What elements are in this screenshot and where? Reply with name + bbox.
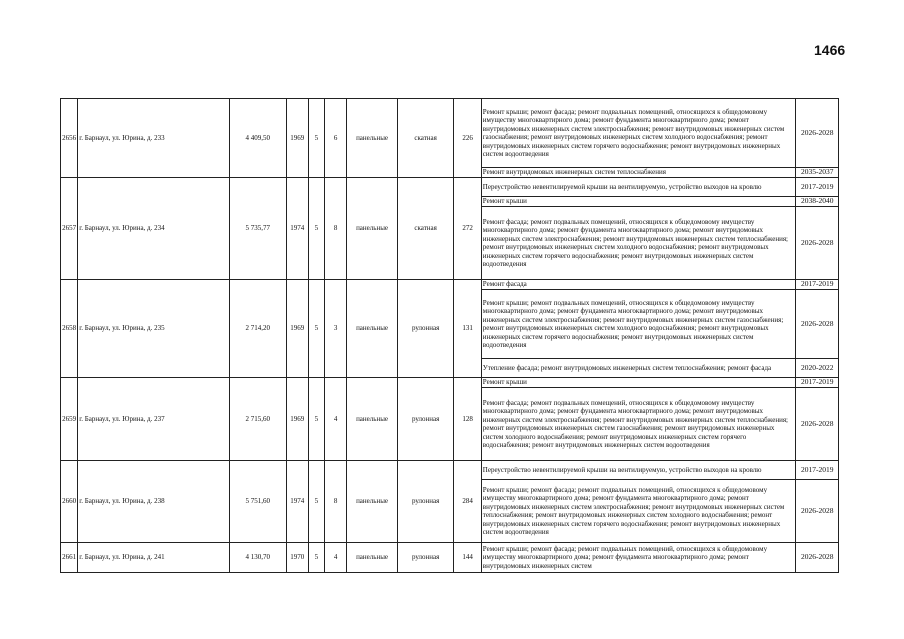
works-cell: Ремонт фасада — [481, 280, 796, 290]
year-cell: 1969 — [286, 378, 308, 461]
address-cell: г. Барнаул, ул. Юрина, д. 233 — [78, 99, 230, 178]
table-row — [61, 99, 839, 168]
year-cell: 1970 — [286, 543, 308, 573]
floors-cell: 5 — [308, 99, 324, 178]
house-number: 2660 — [61, 461, 78, 543]
page-number: 1466 — [814, 42, 846, 58]
area-cell: 5 735,77 — [229, 178, 286, 280]
entrances-cell: 4 — [325, 543, 347, 573]
housing-registry-table — [60, 98, 839, 573]
year-cell: 1969 — [286, 99, 308, 178]
works-cell: Ремонт крыши — [481, 378, 796, 388]
works-cell: Переустройство невентилируемой крыши на вентилируемую, устройство выходов на кровлю — [481, 178, 796, 197]
residents-cell: 128 — [454, 378, 481, 461]
roof-cell: рулонная — [397, 543, 454, 573]
area-cell: 5 751,60 — [229, 461, 286, 543]
works-cell: Ремонт фасада; ремонт подвальных помещений, относящихся к общедомовому имуществу многоквартирного дома; ремонт фундамента многоквартирного дома; ремонт внутридомовых инженерных систем электроснабжения; ремонт внутридомовых инженерных систем теплоснабжения; ремонт внутридомовых инженерных систем холодного водоснабжения; ремонт внутридомовых инженерных систем горячего водоснабжения; ремонт внутридомовых инженерных систем водоотведения — [481, 207, 796, 280]
area-cell: 2 715,60 — [229, 378, 286, 461]
address-cell: г. Барнаул, ул. Юрина, д. 238 — [78, 461, 230, 543]
works-cell: Ремонт внутридомовых инженерных систем теплоснабжения — [481, 168, 796, 178]
entrances-cell: 6 — [325, 99, 347, 178]
roof-cell: рулонная — [397, 378, 454, 461]
period-cell: 2035-2037 — [796, 168, 839, 178]
residents-cell: 131 — [454, 280, 481, 378]
works-cell: Ремонт фасада; ремонт подвальных помещений, относящихся к общедомовому имуществу многоквартирного дома; ремонт фундамента многоквартирного дома; ремонт внутридомовых инженерных систем электроснабжения; ремонт внутридомовых инженерных систем теплоснабжения; ремонт внутридомовых инженерных систем газоснабжения; ремонт внутридомовых инженерных систем холодного водоснабжения; ремонт внутридомовых инженерных систем горячего водоснабжения; ремонт внутридомовых инженерных систем водоотведения — [481, 388, 796, 461]
year-cell: 1974 — [286, 178, 308, 280]
roof-cell: рулонная — [397, 280, 454, 378]
walls-cell: панельные — [347, 543, 398, 573]
period-cell: 2017-2019 — [796, 178, 839, 197]
floors-cell: 5 — [308, 543, 324, 573]
entrances-cell: 8 — [325, 461, 347, 543]
period-cell: 2038-2040 — [796, 197, 839, 207]
entrances-cell: 4 — [325, 378, 347, 461]
house-number: 2657 — [61, 178, 78, 280]
walls-cell: панельные — [347, 378, 398, 461]
residents-cell: 272 — [454, 178, 481, 280]
residents-cell: 284 — [454, 461, 481, 543]
floors-cell: 5 — [308, 280, 324, 378]
walls-cell: панельные — [347, 280, 398, 378]
area-cell: 2 714,20 — [229, 280, 286, 378]
period-cell: 2026-2028 — [796, 207, 839, 280]
address-cell: г. Барнаул, ул. Юрина, д. 235 — [78, 280, 230, 378]
works-cell: Ремонт крыши; ремонт подвальных помещений, относящихся к общедомовому имуществу многоквартирного дома; ремонт фундамента многоквартирного дома; ремонт внутридомовых инженерных систем электроснабжения; ремонт внутридомовых инженерных систем газоснабжения; ремонт внутридомовых инженерных систем холодного водоснабжения; ремонт внутридомовых инженерных систем горячего водоснабжения; ремонт внутридомовых инженерных систем водоотведения — [481, 290, 796, 359]
period-cell: 2026-2028 — [796, 543, 839, 573]
works-cell: Переустройство невентилируемой крыши на вентилируемую, устройство выходов на кровлю — [481, 461, 796, 480]
period-cell: 2026-2028 — [796, 480, 839, 543]
period-cell: 2017-2019 — [796, 280, 839, 290]
roof-cell: скатная — [397, 178, 454, 280]
roof-cell: скатная — [397, 99, 454, 178]
house-number: 2656 — [61, 99, 78, 178]
floors-cell: 5 — [308, 378, 324, 461]
works-cell: Утепление фасада; ремонт внутридомовых инженерных систем теплоснабжения; ремонт фасада — [481, 359, 796, 378]
house-number: 2661 — [61, 543, 78, 573]
period-cell: 2026-2028 — [796, 290, 839, 359]
period-cell: 2020-2022 — [796, 359, 839, 378]
walls-cell: панельные — [347, 461, 398, 543]
walls-cell: панельные — [347, 178, 398, 280]
works-cell: Ремонт крыши; ремонт фасада; ремонт подвальных помещений, относящихся к общедомовому имуществу многоквартирного дома; ремонт фундамента многоквартирного дома; ремонт внутридомовых инженерных систем электроснабжения; ремонт внутридомовых инженерных систем теплоснабжения; ремонт внутридомовых инженерных систем холодного водоснабжения; ремонт внутридомовых инженерных систем горячего водоснабжения; ремонт внутридомовых инженерных систем водоотведения — [481, 480, 796, 543]
entrances-cell: 3 — [325, 280, 347, 378]
residents-cell: 226 — [454, 99, 481, 178]
works-cell: Ремонт крыши; ремонт фасада; ремонт подвальных помещений, относящихся к общедомовому имуществу многоквартирного дома; ремонт фундамента многоквартирного дома; ремонт внутридомовых инженерных систем электроснабжения; ремонт внутридомовых инженерных систем газоснабжения; ремонт внутридомовых инженерных систем холодного водоснабжения; ремонт внутридомовых инженерных систем горячего водоснабжения; ремонт внутридомовых инженерных систем водоотведения — [481, 99, 796, 168]
table-row — [61, 461, 839, 480]
floors-cell: 5 — [308, 461, 324, 543]
table-row — [61, 543, 839, 573]
floors-cell: 5 — [308, 178, 324, 280]
year-cell: 1969 — [286, 280, 308, 378]
period-cell: 2017-2019 — [796, 378, 839, 388]
address-cell: г. Барнаул, ул. Юрина, д. 234 — [78, 178, 230, 280]
table-row — [61, 280, 839, 290]
works-cell: Ремонт крыши; ремонт фасада; ремонт подвальных помещений, относящихся к общедомовому имуществу многоквартирного дома; ремонт фундамента многоквартирного дома; ремонт внутридомовых инженерных систем — [481, 543, 796, 573]
area-cell: 4 130,70 — [229, 543, 286, 573]
entrances-cell: 8 — [325, 178, 347, 280]
area-cell: 4 409,50 — [229, 99, 286, 178]
period-cell: 2026-2028 — [796, 99, 839, 168]
table-row — [61, 378, 839, 388]
table-row — [61, 178, 839, 197]
period-cell: 2017-2019 — [796, 461, 839, 480]
walls-cell: панельные — [347, 99, 398, 178]
residents-cell: 144 — [454, 543, 481, 573]
year-cell: 1974 — [286, 461, 308, 543]
works-cell: Ремонт крыши — [481, 197, 796, 207]
house-number: 2659 — [61, 378, 78, 461]
roof-cell: рулонная — [397, 461, 454, 543]
period-cell: 2026-2028 — [796, 388, 839, 461]
address-cell: г. Барнаул, ул. Юрина, д. 241 — [78, 543, 230, 573]
house-number: 2658 — [61, 280, 78, 378]
address-cell: г. Барнаул, ул. Юрина, д. 237 — [78, 378, 230, 461]
registry-body — [61, 99, 839, 573]
